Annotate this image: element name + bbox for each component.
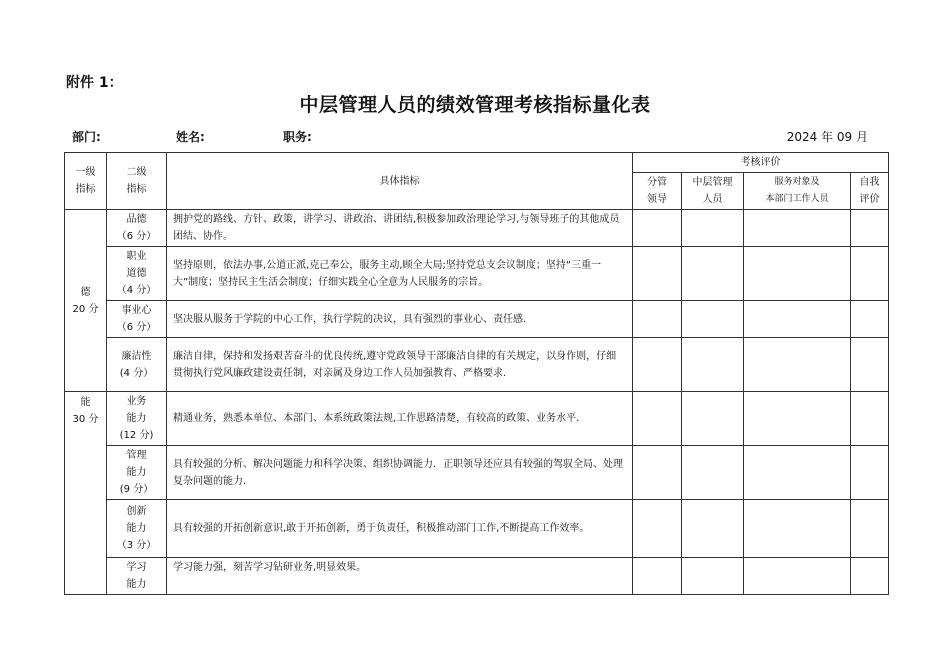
sub-line: 道德 xyxy=(126,268,147,279)
header-evaluation: 考核评价 xyxy=(633,153,889,173)
eval-cell[interactable] xyxy=(682,247,744,301)
sub-line: 管理 xyxy=(126,450,147,461)
header-eval-line: 分管 xyxy=(647,177,667,188)
eval-cell[interactable] xyxy=(851,558,889,595)
eval-cell[interactable] xyxy=(633,247,682,301)
header-level2 xyxy=(107,153,167,210)
sub-indicator xyxy=(107,210,167,247)
eval-cell[interactable] xyxy=(851,247,889,301)
indicator-text: 精通业务，熟悉本单位、本部门、本系统政策法规,工作思路清楚，有较高的政策、业务水平. xyxy=(167,392,633,446)
header-indicator: 具体指标 xyxy=(167,153,633,210)
sub-line: (4 分） xyxy=(119,367,154,379)
eval-cell[interactable] xyxy=(851,301,889,338)
eval-cell[interactable] xyxy=(633,301,682,338)
header-level2-line: 指标 xyxy=(126,184,147,195)
header-eval-line: 评价 xyxy=(859,194,880,205)
eval-cell[interactable] xyxy=(744,210,851,247)
eval-cell[interactable] xyxy=(851,210,889,247)
header-eval-line: 自我 xyxy=(859,177,880,188)
eval-cell[interactable] xyxy=(633,392,682,446)
eval-cell[interactable] xyxy=(682,210,744,247)
eval-cell[interactable] xyxy=(851,500,889,558)
header-eval-line: 领导 xyxy=(647,194,667,205)
header-eval-service-staff xyxy=(744,173,851,210)
sub-indicator xyxy=(107,500,167,558)
eval-cell[interactable] xyxy=(682,446,744,500)
header-eval-self xyxy=(851,173,889,210)
sub-indicator xyxy=(107,558,167,595)
indicator-text: 坚决服从服务于学院的中心工作，执行学院的决议，具有强烈的事业心、责任感. xyxy=(167,301,633,338)
eval-cell[interactable] xyxy=(682,301,744,338)
header-level1-line: 一级 xyxy=(75,167,96,178)
sub-line: 业务 xyxy=(126,396,147,407)
assessment-table xyxy=(64,152,889,595)
sub-line: (9 分） xyxy=(119,484,154,495)
header-eval-line: 服务对象及 xyxy=(774,177,820,187)
group-name: 德 xyxy=(80,286,91,298)
sub-indicator xyxy=(107,301,167,338)
sub-indicator xyxy=(107,247,167,301)
group-score: 20 分 xyxy=(72,303,99,315)
eval-cell[interactable] xyxy=(851,392,889,446)
sub-line: 能力 xyxy=(126,467,147,478)
header-eval-line: 本部门工作人员 xyxy=(765,194,829,204)
eval-cell[interactable] xyxy=(682,500,744,558)
eval-cell[interactable] xyxy=(744,500,851,558)
group-score: 30 分 xyxy=(72,414,99,425)
page-title: 中层管理人员的绩效管理考核指标量化表 xyxy=(299,94,651,116)
eval-cell[interactable] xyxy=(851,338,889,392)
eval-cell[interactable] xyxy=(744,392,851,446)
header-eval-middle-managers xyxy=(682,173,744,210)
indicator-text: 学习能力强，刻苦学习钻研业务,明显效果。 xyxy=(167,558,633,595)
sub-line: 学习 xyxy=(126,562,147,573)
date-label: 2024 年 09 月 xyxy=(786,130,868,144)
header-level2-line: 二级 xyxy=(126,167,147,178)
eval-cell[interactable] xyxy=(633,338,682,392)
indicator-text: 拥护党的路线、方针、政策，讲学习、讲政治、讲团结,积极参加政治理论学习,与领导班子的其他成员团结、协作。 xyxy=(167,210,633,247)
sub-line: 创新 xyxy=(126,506,147,517)
eval-cell[interactable] xyxy=(633,446,682,500)
eval-cell[interactable] xyxy=(682,392,744,446)
sub-line: 事业心 xyxy=(121,305,152,316)
attachment-label: 附件 1： xyxy=(66,75,123,91)
sub-line: （3 分） xyxy=(116,540,157,551)
eval-cell[interactable] xyxy=(682,338,744,392)
header-level1-line: 指标 xyxy=(75,184,96,195)
group-cell-de xyxy=(65,210,107,392)
eval-cell[interactable] xyxy=(744,247,851,301)
name-label: 姓名: xyxy=(176,130,205,144)
group-name: 能 xyxy=(80,397,91,408)
sub-line: 职业 xyxy=(126,251,147,262)
sub-indicator xyxy=(107,338,167,392)
indicator-text: 具有较强的开拓创新意识,敢于开拓创新，勇于负责任，积极推动部门工作,不断提高工作效率。 xyxy=(167,500,633,558)
eval-cell[interactable] xyxy=(744,338,851,392)
eval-cell[interactable] xyxy=(633,558,682,595)
sub-line: 能力 xyxy=(126,413,147,424)
sub-line: 品德 xyxy=(126,214,147,225)
sub-line: (12 分) xyxy=(119,430,154,441)
sub-indicator xyxy=(107,392,167,446)
sub-line: （6 分） xyxy=(116,231,157,242)
eval-cell[interactable] xyxy=(851,446,889,500)
eval-cell[interactable] xyxy=(744,446,851,500)
eval-cell[interactable] xyxy=(744,301,851,338)
indicator-text: 具有较强的分析、解决问题能力和科学决策、组织协调能力．正职领导还应具有较强的驾驭全局、处理复杂问题的能力. xyxy=(167,446,633,500)
header-level1 xyxy=(65,153,107,210)
sub-line: （4 分） xyxy=(116,285,157,296)
header-eval-supervisor xyxy=(633,173,682,210)
sub-indicator xyxy=(107,446,167,500)
eval-cell[interactable] xyxy=(633,500,682,558)
sub-line: 能力 xyxy=(126,579,147,590)
indicator-text: 坚持原则，依法办事,公道正派,克己奉公，服务主动,顾全大局;坚持党总支会议制度；坚持“三重一大”制度；坚持民主生活会制度；仔细实践全心全意为人民服务的宗旨。 xyxy=(167,247,633,301)
position-label: 职务: xyxy=(283,130,312,144)
eval-cell[interactable] xyxy=(682,558,744,595)
group-cell-neng xyxy=(65,392,107,595)
sub-line: 能力 xyxy=(126,523,147,534)
department-label: 部门: xyxy=(72,130,101,144)
sub-line: （6 分） xyxy=(116,322,157,333)
eval-cell[interactable] xyxy=(744,558,851,595)
indicator-text: 廉洁自律，保持和发扬艰苦奋斗的优良传统,遵守党政领导干部廉洁自律的有关规定，以身作则，仔细贯彻执行党风廉政建设责任制，对亲属及身边工作人员加强教育、严格要求. xyxy=(167,338,633,392)
header-eval-line: 人员 xyxy=(702,194,723,205)
header-eval-line: 中层管理 xyxy=(692,177,733,188)
sub-line: 廉洁性 xyxy=(121,350,152,362)
eval-cell[interactable] xyxy=(633,210,682,247)
